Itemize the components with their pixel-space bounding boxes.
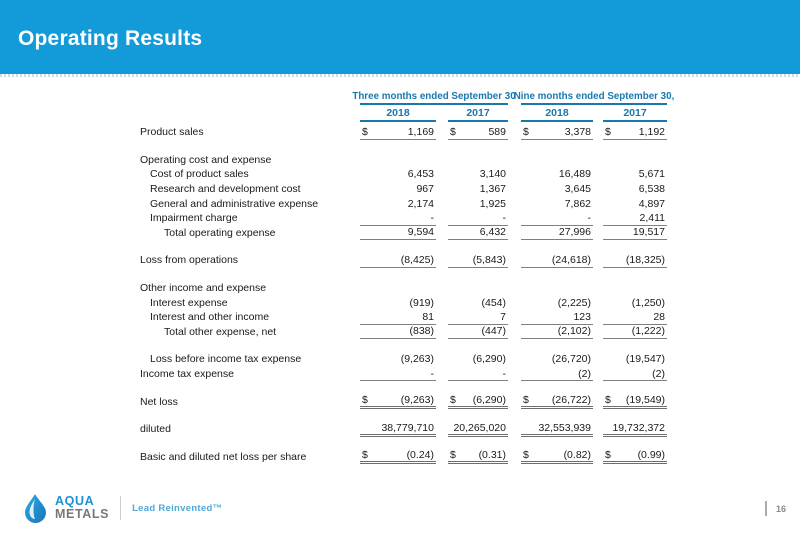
row-label: Total other expense, net [164,325,277,338]
table-row [140,167,667,182]
dollar-sign: $ [523,394,529,407]
row-spacer [140,268,667,281]
row-label: Impairment charge [150,212,238,225]
dollar-sign: $ [450,125,456,138]
year-headers [140,107,667,122]
dollar-sign: $ [523,449,529,462]
value-cell: 2,411 [603,211,667,226]
dollar-sign: $ [605,125,611,138]
value-cell: (5,843) [448,253,508,268]
value-cell: 16,489 [558,168,591,181]
row-label: Net loss [140,395,178,408]
dollar-sign: $ [362,394,368,407]
value-cell: 123 [521,310,593,325]
row-label: Other income and expense [140,282,267,295]
value-cell: 2,174 [407,197,434,210]
table-row [140,310,667,325]
cell-value: 1,192 [638,125,665,138]
table-row [140,295,667,310]
value-cell: 32,553,939 [521,422,593,437]
value-cell: 3,645 [564,183,591,196]
dollar-sign: $ [605,449,611,462]
row-spacer [140,240,667,253]
value-cell [448,125,508,140]
footer-tagline: Lead Reinvented™ [132,502,223,514]
value-cell: - [360,367,436,382]
table-row [140,352,667,367]
value-cell: 19,732,372 [603,422,667,437]
logo-word-aqua: AQUA [55,493,95,508]
value-cell: (8,425) [360,253,436,268]
cell-value: (19,549) [625,394,665,407]
table-rows [140,125,667,464]
value-cell [603,125,667,140]
row-spacer [140,339,667,352]
value-cell: 6,453 [407,168,434,181]
table-row [140,325,667,340]
value-cell: 967 [416,183,434,196]
table-row [140,226,667,241]
value-cell: - [448,211,508,226]
table-row [140,422,667,437]
row-label: Operating cost and expense [140,153,272,166]
value-cell: 27,996 [521,226,593,241]
table-row [140,253,667,268]
footer-divider [120,496,121,520]
value-cell: 19,517 [603,226,667,241]
aqua-metals-logo-icon [22,493,49,523]
column-group-label: Three months ended September 30 [360,90,508,105]
value-cell: 1,925 [479,197,506,210]
value-cell: - [448,367,508,382]
dollar-sign: $ [362,449,368,462]
table-row [140,281,667,296]
row-label: Income tax expense [140,368,234,381]
value-cell: (454) [481,296,506,309]
cell-value: 3,378 [564,125,591,138]
row-label: diluted [140,423,171,436]
aqua-metals-wordmark [55,495,109,521]
page-number-block [765,501,786,516]
footer-brand [22,493,222,523]
value-cell: 7 [448,310,508,325]
row-label: Loss from operations [140,254,239,267]
value-cell: (9,263) [400,353,434,366]
value-cell: - [521,211,593,226]
value-cell: (19,547) [625,353,665,366]
value-cell [603,450,667,465]
value-cell: (2,225) [557,296,591,309]
value-cell: 7,862 [564,197,591,210]
value-cell: (1,222) [603,325,667,340]
dollar-sign: $ [362,125,368,138]
value-cell: (2) [521,367,593,382]
row-spacer [140,140,667,153]
cell-value: (0.31) [478,449,506,462]
page-number-bar [765,501,767,516]
value-cell: (2) [603,367,667,382]
year-header: 2018 [360,107,436,122]
table-row [140,182,667,197]
value-cell: 5,671 [638,168,665,181]
value-cell: (1,250) [631,296,665,309]
row-label: Interest and other income [150,311,270,324]
value-cell: (18,325) [603,253,667,268]
value-cell [603,394,667,409]
table-row [140,196,667,211]
year-header: 2018 [521,107,593,122]
cell-value: (0.99) [637,449,665,462]
page-number: 16 [775,503,786,514]
row-label: Interest expense [150,296,228,309]
cell-value: (6,290) [472,394,506,407]
value-cell: 6,538 [638,183,665,196]
value-cell [448,450,508,465]
dollar-sign: $ [450,394,456,407]
value-cell: (838) [360,325,436,340]
row-label: Research and development cost [150,183,301,196]
row-spacer [140,437,667,450]
table-row [140,153,667,168]
table-row [140,450,667,465]
cell-value: 1,169 [407,125,434,138]
year-header: 2017 [603,107,667,122]
row-label: Loss before income tax expense [150,353,302,366]
value-cell [360,125,436,140]
row-label: General and administrative expense [150,197,319,210]
value-cell [521,450,593,465]
dollar-sign: $ [605,394,611,407]
value-cell: 81 [360,310,436,325]
table-row [140,211,667,226]
value-cell [521,125,593,140]
row-label: Basic and diluted net loss per share [140,450,307,463]
value-cell: 28 [603,310,667,325]
row-label: Product sales [140,126,204,139]
value-cell: (6,290) [472,353,506,366]
cell-value: (9,263) [400,394,434,407]
table-row [140,394,667,409]
cell-value: (0.24) [406,449,434,462]
value-cell: 6,432 [448,226,508,241]
value-cell: 9,594 [360,226,436,241]
value-cell: (26,720) [551,353,591,366]
value-cell: - [360,211,436,226]
value-cell: (447) [448,325,508,340]
row-label: Cost of product sales [150,168,249,181]
value-cell: 3,140 [479,168,506,181]
value-cell [360,394,436,409]
value-cell [448,394,508,409]
value-cell [521,394,593,409]
logo-word-metals: METALS [55,507,110,521]
dollar-sign: $ [523,125,529,138]
column-group-label: Nine months ended September 30, [521,90,667,105]
value-cell: (919) [409,296,434,309]
row-spacer [140,381,667,394]
value-cell: 20,265,020 [448,422,508,437]
cell-value: 589 [488,125,506,138]
row-label: Total operating expense [164,226,276,239]
cell-value: (26,722) [551,394,591,407]
page-title: Operating Results [18,27,203,50]
value-cell: 38,779,710 [360,422,436,437]
row-spacer [140,409,667,422]
value-cell: (24,618) [521,253,593,268]
cell-value: (0.82) [563,449,591,462]
value-cell: 4,897 [638,197,665,210]
value-cell: (2,102) [521,325,593,340]
table-row [140,367,667,382]
year-header: 2017 [448,107,508,122]
value-cell: 1,367 [479,183,506,196]
value-cell [360,450,436,465]
dollar-sign: $ [450,449,456,462]
financial-table [140,90,675,464]
column-group-headers [140,90,675,105]
table-row [140,125,667,140]
